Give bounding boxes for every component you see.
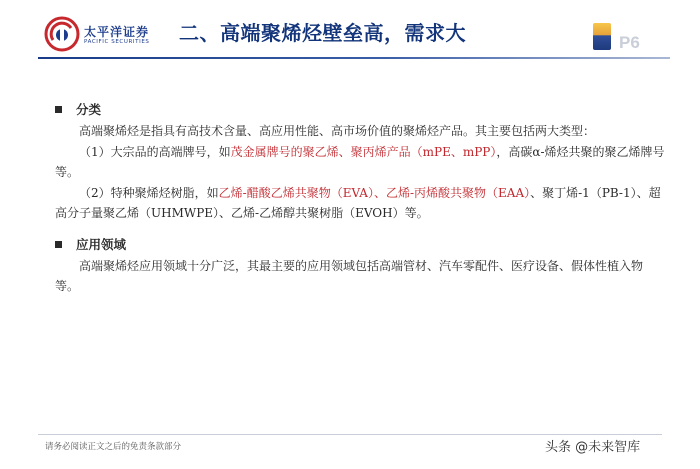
page-number: P6 xyxy=(619,33,640,52)
brand-badge-icon xyxy=(593,23,611,50)
footer-divider xyxy=(38,434,662,435)
square-bullet-icon xyxy=(55,241,62,248)
slide-body xyxy=(55,100,665,296)
highlighted-text-run: 茂金属牌号的聚乙烯、聚丙烯产品（mPE、mPP） xyxy=(230,145,497,159)
footer-disclaimer: 请务必阅读正文之后的免责条款部分 xyxy=(45,442,182,452)
section-heading-classification xyxy=(55,100,665,120)
text-run: 高端聚烯烃是指具有高技术含量、高应用性能、高市场价值的聚烯烃产品。其主要包括两大类型： xyxy=(79,124,596,138)
paragraph xyxy=(55,183,665,223)
slide-title: 二、高端聚烯烃壁垒高，需求大 xyxy=(179,21,466,45)
section-heading-applications xyxy=(55,235,665,255)
text-run: （1）大宗品的高端牌号，如 xyxy=(79,145,231,159)
highlighted-text-run: 乙烯-醋酸乙烯共聚物（EVA）、乙烯-丙烯酸共聚物（EAA） xyxy=(218,186,531,200)
text-run: 、聚丁烯-1（PB-1）、超高分子量聚乙烯（UHMWPE）、乙烯-乙烯醇共聚树脂（EVOH）等。 xyxy=(55,186,661,220)
paragraph xyxy=(55,256,665,296)
paragraph xyxy=(55,142,665,182)
logo-chinese-text: 太平洋证券 xyxy=(84,25,150,39)
section-heading-text: 应用领域 xyxy=(76,237,127,252)
section-heading-text: 分类 xyxy=(76,102,102,117)
square-bullet-icon xyxy=(55,106,62,113)
slide-header xyxy=(0,0,700,70)
text-run: 高端聚烯烃应用领域十分广泛，其最主要的应用领域包括高端管材、汽车零配件、医疗设备、假体性植入物等。 xyxy=(55,259,644,293)
pacific-securities-logo-icon xyxy=(44,16,80,52)
text-run: ，高碳α-烯烃共聚的聚乙烯牌号等。 xyxy=(55,145,665,179)
company-logo xyxy=(44,16,184,56)
header-divider xyxy=(38,57,670,59)
paragraph xyxy=(55,121,665,141)
logo-english-text: PACIFIC SECURITIES xyxy=(84,39,150,45)
watermark-text: 头条 @未来智库 xyxy=(545,440,641,455)
text-run: （2）特种聚烯烃树脂，如 xyxy=(79,186,219,200)
